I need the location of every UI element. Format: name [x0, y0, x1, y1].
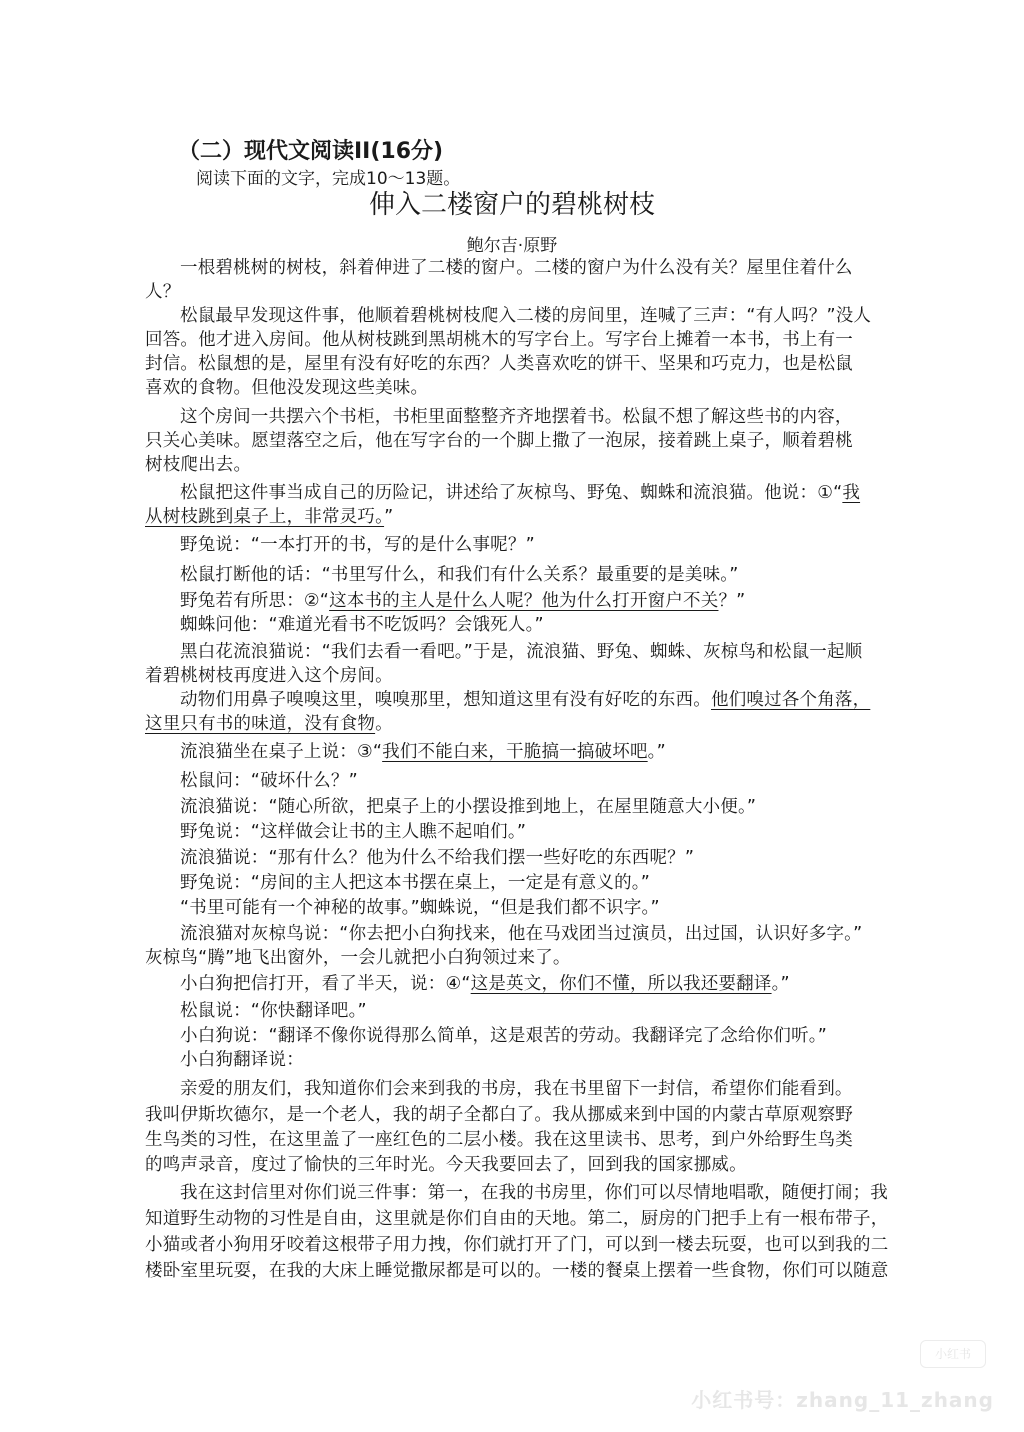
text-segment: 。	[375, 714, 393, 734]
text-line	[180, 740, 666, 764]
text-line	[180, 405, 853, 429]
text-line	[180, 896, 660, 920]
text-segment: 动物们用鼻子嗅嗅这里，嗅嗅那里，想知道这里有没有好吃的东西。	[180, 690, 711, 710]
text-line	[145, 280, 180, 304]
text-line	[145, 376, 428, 400]
text-segment: 小白狗把信打开，看了半天，说：④“	[180, 974, 471, 994]
text-line	[180, 613, 544, 637]
underlined-sentence: 从树枝跳到桌子上，非常灵巧。	[145, 507, 385, 527]
text-segment: 的鸣声录音，度过了愉快的三年时光。今天我要回去了，回到我的国家挪威。	[145, 1155, 747, 1175]
text-line	[145, 1259, 888, 1283]
text-segment: 小白狗翻译说：	[180, 1050, 304, 1070]
text-segment: 野兔说：“这样做会让书的主人瞧不起咱们。”	[180, 822, 527, 842]
text-line	[180, 533, 535, 557]
text-line	[180, 688, 870, 712]
text-line	[145, 1153, 747, 1177]
text-segment: 流浪猫坐在桌子上说：③“	[180, 742, 383, 762]
text-segment: 流浪猫对灰椋鸟说：“你去把小白狗找来，他在马戏团当过演员，出过国，认识好多字。”	[180, 924, 863, 944]
underlined-sentence: 我们不能白来，干脆搞一搞破坏吧	[382, 742, 648, 762]
text-segment: 楼卧室里玩耍，在我的大床上睡觉撒尿都是可以的。一楼的餐桌上摆着一些食物，你们可以随意	[145, 1261, 889, 1281]
text-segment: 树枝爬出去。	[145, 455, 252, 475]
text-line	[145, 664, 393, 688]
text-line	[180, 481, 860, 505]
text-segment: 黑白花流浪猫说：“我们去看一看吧。”于是，流浪猫、野兔、蜘蛛、灰椋鸟和松鼠一起顺	[180, 642, 863, 662]
underlined-sentence: 他们嗅过各个角落，	[711, 690, 871, 710]
text-segment: 一根碧桃树的树枝，斜着伸进了二楼的窗户。二楼的窗户为什么没有关？屋里住着什么	[180, 258, 853, 278]
text-segment: 知道野生动物的习性是自由，这里就是你们自由的天地。第二，厨房的门把手上有一根布带子，	[145, 1209, 889, 1229]
text-line	[145, 1103, 853, 1127]
section-title: （二）现代文阅读II(16分)	[178, 139, 444, 164]
text-line	[145, 352, 853, 376]
text-line	[145, 429, 853, 453]
text-segment: 这个房间一共摆六个书柜，书柜里面整整齐齐地摆着书。松鼠不想了解这些书的内容，	[180, 407, 853, 427]
text-segment: 松鼠说：“你快翻译吧。”	[180, 1001, 367, 1021]
text-line	[145, 453, 251, 477]
text-segment: ”	[384, 507, 394, 527]
text-line	[180, 922, 862, 946]
text-line	[145, 1128, 853, 1152]
article-title: 伸入二楼窗户的碧桃树枝	[368, 190, 655, 220]
text-segment: 人？	[145, 282, 181, 302]
instruction-text: 阅读下面的文字，完成10～13题。	[196, 169, 461, 189]
watermark: 小红书号：zhang_11_zhang	[691, 1388, 994, 1412]
text-segment: 灰椋鸟“腾”地飞出窗外，一会儿就把小白狗领过来了。	[145, 948, 571, 968]
text-line	[145, 946, 571, 970]
text-segment: 喜欢的食物。但他没发现这些美味。	[145, 378, 429, 398]
text-segment: 蜘蛛问他：“难道光看书不吃饭吗？会饿死人。”	[180, 615, 544, 635]
text-line	[180, 1048, 304, 1072]
text-segment: 流浪猫说：“那有什么？他为什么不给我们摆一些好吃的东西呢？”	[180, 848, 695, 868]
text-segment: 着碧桃树枝再度进入这个房间。	[145, 666, 393, 686]
text-line	[145, 328, 853, 352]
text-line	[180, 846, 694, 870]
text-line	[145, 1233, 888, 1257]
text-segment: 松鼠把这件事当成自己的历险记，讲述给了灰椋鸟、野兔、蜘蛛和流浪猫。他说：①“	[180, 483, 843, 503]
text-line	[180, 589, 745, 613]
text-segment: 野兔说：“一本打开的书，写的是什么事呢？”	[180, 535, 535, 555]
text-segment: 流浪猫说：“随心所欲，把桌子上的小摆设推到地上，在屋里随意大小便。”	[180, 797, 757, 817]
text-segment: 回答。他才进入房间。他从树枝跳到黑胡桃木的写字台上。写字台上摊着一本书，书上有一	[145, 330, 853, 350]
text-segment: 小猫或者小狗用牙咬着这根带子用力拽，你们就打开了门，可以到一楼去玩耍，也可以到我的二	[145, 1235, 889, 1255]
text-segment: 野兔若有所思：②“	[180, 591, 330, 611]
text-segment: ？”	[718, 591, 746, 611]
text-segment: 松鼠最早发现这件事，他顺着碧桃树枝爬入二楼的房间里，连喊了三声：“有人吗？”没人	[180, 306, 872, 326]
text-segment: 小白狗说：“翻译不像你说得那么简单，这是艰苦的劳动。我翻译完了念给你们听。”	[180, 1026, 827, 1046]
text-line	[180, 795, 756, 819]
text-line	[180, 820, 526, 844]
text-line	[180, 769, 358, 793]
underlined-sentence: 这里只有书的味道，没有食物	[145, 714, 376, 734]
text-segment: 生鸟类的习性，在这里盖了一座红色的二层小楼。我在这里读书、思考，到户外给野生鸟类	[145, 1130, 853, 1150]
text-line	[180, 563, 738, 587]
text-line	[180, 640, 862, 664]
underlined-sentence: 我	[842, 483, 861, 503]
text-segment: 我叫伊斯坎德尔，是一个老人，我的胡子全都白了。我从挪威来到中国的内蒙古草原观察野	[145, 1105, 853, 1125]
underlined-sentence: 这是英文，你们不懂，所以我还要翻译	[470, 974, 772, 994]
text-line	[145, 712, 393, 736]
text-line	[180, 256, 853, 280]
text-line	[180, 972, 790, 996]
text-line	[180, 1024, 827, 1048]
text-line	[180, 1181, 888, 1205]
text-segment: 。”	[771, 974, 790, 994]
text-line	[180, 871, 650, 895]
text-line	[145, 505, 393, 529]
text-segment: 我在这封信里对你们说三件事：第一，在我的书房里，你们可以尽情地唱歌，随便打闹；我	[180, 1183, 888, 1203]
text-line	[180, 999, 367, 1023]
text-segment: 松鼠打断他的话：“书里写什么，和我们有什么关系？最重要的是美味。”	[180, 565, 739, 585]
text-segment: 封信。松鼠想的是，屋里有没有好吃的东西？人类喜欢吃的饼干、坚果和巧克力，也是松鼠	[145, 354, 853, 374]
author-name: 鲍尔吉·原野	[466, 236, 558, 256]
underlined-sentence: 这本书的主人是什么人呢？他为什么打开窗户不关	[329, 591, 719, 611]
text-line	[180, 1077, 853, 1101]
text-line	[145, 1207, 888, 1231]
text-segment: 亲爱的朋友们，我知道你们会来到我的书房，我在书里留下一封信，希望你们能看到。	[180, 1079, 853, 1099]
text-segment: 只关心美味。愿望落空之后，他在写字台的一个脚上撒了一泡尿，接着跳上桌子，顺着碧桃	[145, 431, 853, 451]
text-segment: “书里可能有一个神秘的故事。”蜘蛛说，“但是我们都不识字。”	[180, 898, 660, 918]
watermark-badge: 小红书	[920, 1340, 986, 1368]
text-line	[180, 304, 871, 328]
text-segment: 。”	[647, 742, 666, 762]
text-segment: 松鼠问：“破坏什么？”	[180, 771, 358, 791]
text-segment: 野兔说：“房间的主人把这本书摆在桌上，一定是有意义的。”	[180, 873, 650, 893]
